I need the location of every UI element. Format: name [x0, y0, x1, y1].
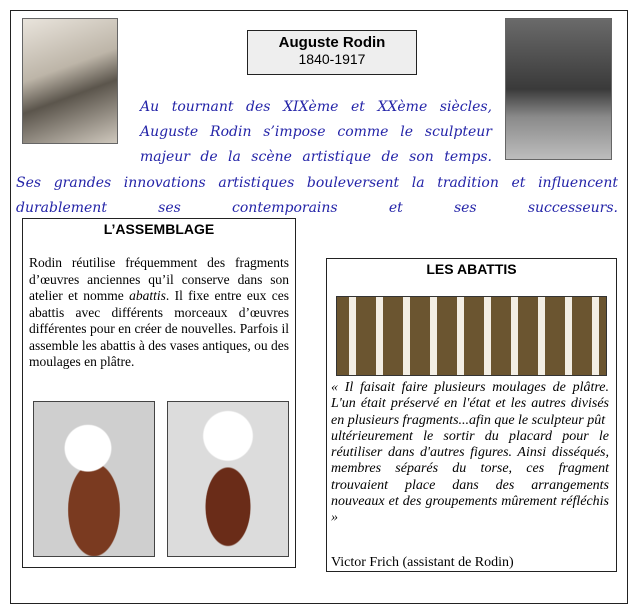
quote-part-1: « Il faisait faire plusieurs moulages de plâtre. L'un était préservé en l'état et les autres divisés en plusieurs fragments...afin que le sculpteur pût	[331, 380, 609, 428]
title-name: Auguste Rodin	[278, 34, 386, 51]
vase-sculpture-image-1	[33, 401, 155, 557]
rodin-portrait-photo	[22, 18, 118, 144]
assemblage-text	[23, 255, 295, 371]
quote-author: Victor Frich (assistant de Rodin)	[331, 555, 514, 570]
assemblage-text-a: Rodin réutilise fréquemment des fragments d’œuvres anciennes qu’il conserve dans son atelier et nomme	[29, 255, 289, 303]
abattis-title: LES ABATTIS	[426, 261, 517, 277]
intro-text-2: Ses grandes innovations artistiques bouleversent la tradition et influencent durablement ses contemporains et ses successeurs.	[16, 175, 618, 216]
abattis-section	[326, 258, 617, 572]
assemblage-title: L’ASSEMBLAGE	[103, 221, 215, 237]
intro-text-1: Au tournant des XIXème et XXème siècles, Auguste Rodin s’impose comme le sculpteur majeur de la scène artistique de son temps.	[140, 99, 492, 165]
assemblage-text-b: . Il fixe entre eux ces abattis avec différents morceaux d’œuvres différentes pour en créer de nouvelles. Parfois il assemble les abattis à des vases antiques, ou des moulages en plâtre.	[29, 288, 289, 369]
le-penseur-photo	[505, 18, 612, 160]
abattis-quote	[331, 380, 609, 527]
quote-part-2: ultérieurement le sortir du placard pour le réutiliser dans d'autres figures. Ainsi disséqués, membres séparés du torse, ces fragment trouvaient place dans des arrangements nouveaux et des groupements mûrement réfléchis »	[331, 428, 609, 526]
plaster-limbs-image	[336, 296, 607, 376]
assemblage-text-em: abattis	[129, 288, 166, 303]
title-dates: 1840-1917	[298, 51, 366, 67]
title-box	[247, 30, 417, 75]
assemblage-section	[22, 218, 296, 568]
vase-sculpture-image-2	[167, 401, 289, 557]
